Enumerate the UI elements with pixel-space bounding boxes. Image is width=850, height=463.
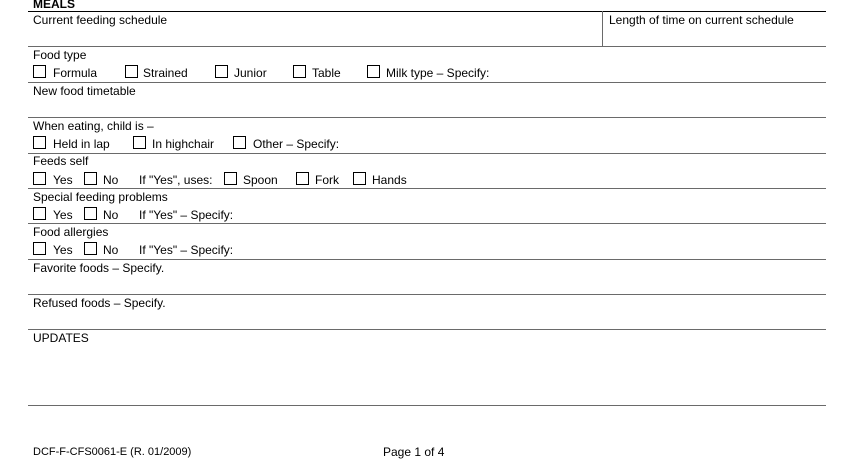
divider xyxy=(28,82,826,83)
milk-type-checkbox[interactable] xyxy=(367,65,380,78)
fork-checkbox[interactable] xyxy=(296,172,309,185)
strained-checkbox[interactable] xyxy=(125,65,138,78)
formula-option-label: Formula xyxy=(53,66,98,80)
other-specify-label: Other – Specify: xyxy=(253,137,340,151)
divider xyxy=(28,259,826,260)
special-feeding-no-checkbox[interactable] xyxy=(84,207,97,220)
food-allergies-yes-label: Yes xyxy=(53,243,73,257)
divider xyxy=(28,188,826,189)
special-feeding-yes-checkbox[interactable] xyxy=(33,207,46,220)
new-timetable-label: New food timetable xyxy=(33,84,136,98)
refused-foods-label: Refused foods – Specify. xyxy=(33,296,166,310)
divider xyxy=(28,223,826,224)
form-id: DCF-F-CFS0061-E (R. 01/2009) xyxy=(33,446,192,458)
favorite-foods-label: Favorite foods – Specify. xyxy=(33,261,165,275)
food-type-label: Food type xyxy=(33,48,87,62)
feeds-self-no-checkbox[interactable] xyxy=(84,172,97,185)
feeds-self-label: Feeds self xyxy=(33,154,89,168)
table-food-checkbox[interactable] xyxy=(293,65,306,78)
hands-checkbox[interactable] xyxy=(353,172,366,185)
divider xyxy=(28,153,826,154)
food-allergies-specify-label: If "Yes" – Specify: xyxy=(139,243,234,257)
junior-option-label: Junior xyxy=(234,66,267,80)
updates-label: UPDATES xyxy=(33,331,89,345)
other-checkbox[interactable] xyxy=(233,136,246,149)
in-highchair-checkbox[interactable] xyxy=(133,136,146,149)
feeds-self-no-label: No xyxy=(103,173,119,187)
held-in-lap-checkbox[interactable] xyxy=(33,136,46,149)
when-eating-label: When eating, child is – xyxy=(33,119,154,133)
food-allergies-no-label: No xyxy=(103,243,119,257)
divider xyxy=(28,46,826,47)
section-title: MEALS xyxy=(33,0,75,11)
divider xyxy=(28,329,826,330)
special-feeding-specify-label: If "Yes" – Specify: xyxy=(139,208,234,222)
special-feeding-no-label: No xyxy=(103,208,119,222)
formula-checkbox[interactable] xyxy=(33,65,46,78)
feeds-self-yes-checkbox[interactable] xyxy=(33,172,46,185)
table-option-label: Table xyxy=(312,66,341,80)
junior-checkbox[interactable] xyxy=(215,65,228,78)
current-schedule-label: Current feeding schedule xyxy=(33,13,168,27)
special-feeding-label: Special feeding problems xyxy=(33,190,168,204)
food-allergies-no-checkbox[interactable] xyxy=(84,242,97,255)
divider xyxy=(28,117,826,118)
spoon-label: Spoon xyxy=(243,173,278,187)
feeds-self-yes-label: Yes xyxy=(53,173,73,187)
hands-label: Hands xyxy=(372,173,407,187)
spoon-checkbox[interactable] xyxy=(224,172,237,185)
strained-option-label: Strained xyxy=(143,66,188,80)
food-allergies-label: Food allergies xyxy=(33,225,109,239)
food-allergies-yes-checkbox[interactable] xyxy=(33,242,46,255)
column-divider xyxy=(602,11,603,46)
feeds-self-if-yes-label: If "Yes", uses: xyxy=(139,173,213,187)
divider xyxy=(28,294,826,295)
special-feeding-yes-label: Yes xyxy=(53,208,73,222)
fork-label: Fork xyxy=(315,173,339,187)
length-on-schedule-label: Length of time on current schedule xyxy=(609,13,794,27)
in-highchair-label: In highchair xyxy=(152,137,215,151)
milk-type-label: Milk type – Specify: xyxy=(386,66,490,80)
divider xyxy=(28,11,826,12)
page-number: Page 1 of 4 xyxy=(383,445,445,459)
divider xyxy=(28,405,826,406)
held-in-lap-label: Held in lap xyxy=(53,137,110,151)
